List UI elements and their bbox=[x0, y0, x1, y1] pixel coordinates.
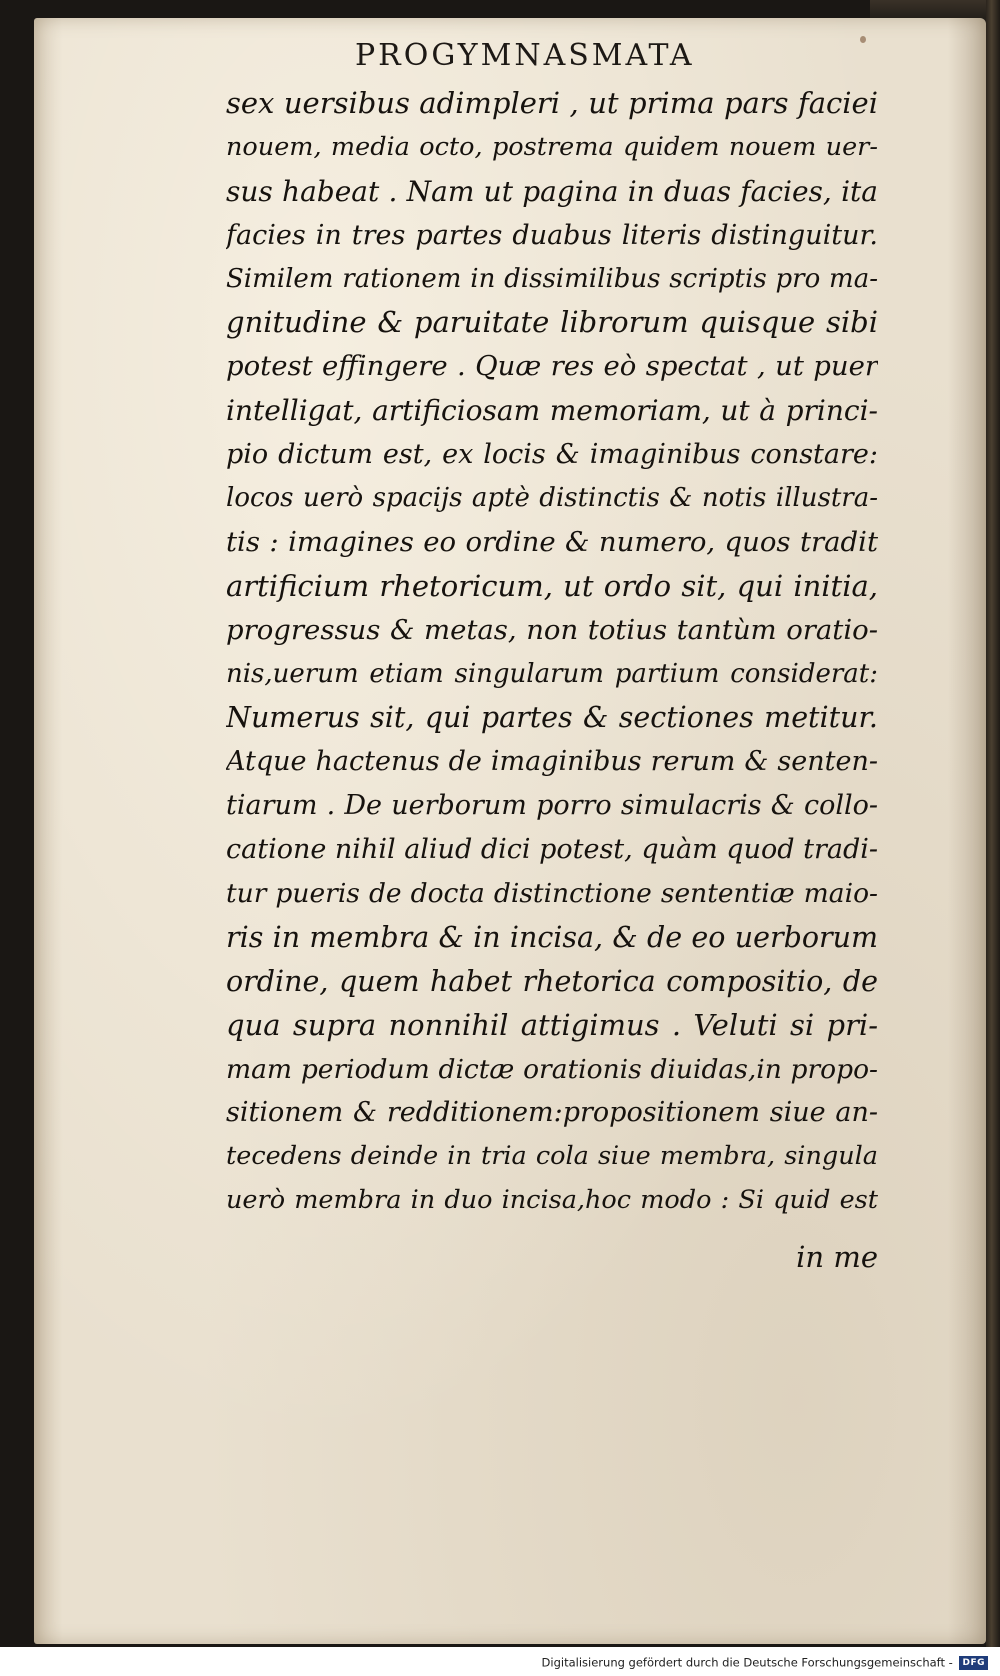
text-line: Similem rationem in dissimilibus scriptis pro ma- bbox=[226, 263, 878, 294]
text-line: sex uersibus adimpleri , ut prima pars faciei bbox=[226, 86, 878, 120]
text-line: facies in tres partes duabus literis distinguitur. bbox=[226, 219, 878, 251]
text-line: nis,uerum etiam singularum partium considerat: bbox=[226, 658, 878, 689]
text-line: pio dictum est, ex locis & imaginibus constare: bbox=[226, 439, 878, 471]
text-line: progressus & metas, non totius tantùm oratio- bbox=[226, 613, 878, 646]
text-line: potest effingere . Quæ res eò spectat , ut puer bbox=[226, 350, 878, 383]
text-line: tis : imagines eo ordine & numero, quos tradit bbox=[226, 525, 878, 558]
text-line: Atque hactenus de imaginibus rerum & senten- bbox=[226, 746, 878, 778]
ink-spot bbox=[860, 36, 866, 43]
text-line: artificium rhetoricum, ut ordo sit, qui initia, bbox=[226, 568, 878, 603]
text-line: ris in membra & in incisa, & de eo uerborum bbox=[226, 920, 878, 954]
footer-credit-text: Digitalisierung gefördert durch die Deutsche Forschungsgemeinschaft - bbox=[541, 1655, 953, 1670]
text-line: catione nihil aliud dici potest, quàm quod tradi- bbox=[226, 834, 878, 866]
text-line: sitionem & redditionem:propositionem siue an- bbox=[226, 1097, 878, 1129]
running-head: PROGYMNASMATA bbox=[355, 38, 695, 73]
catchword: in me bbox=[796, 1240, 878, 1274]
text-line: intelligat, artificiosam memoriam, ut à princi- bbox=[226, 394, 878, 428]
text-line: tur pueris de docta distinctione sententiæ maio- bbox=[226, 878, 878, 910]
text-line: locos uerò spacijs aptè distinctis & notis illustra- bbox=[226, 483, 878, 514]
text-line: qua supra nonnihil attigimus . Veluti si pri- bbox=[226, 1007, 878, 1042]
text-line: mam periodum dictæ orationis diuidas,in propo- bbox=[226, 1053, 878, 1085]
text-line: gnitudine & paruitate librorum quisque sibi bbox=[226, 305, 878, 340]
text-line: ordine, quem habet rhetorica compositio, de bbox=[226, 964, 878, 998]
text-line: uerò membra in duo incisa,hoc modo : Si quid est bbox=[226, 1185, 878, 1216]
text-line: nouem, media octo, postrema quidem nouem uer- bbox=[226, 131, 878, 162]
text-line: sus habeat . Nam ut pagina in duas facies, ita bbox=[226, 174, 878, 208]
book-edge-right bbox=[986, 0, 1000, 1647]
digitization-footer bbox=[0, 1652, 988, 1672]
text-line: tecedens deinde in tria cola siue membra, singula bbox=[226, 1141, 878, 1172]
text-line: tiarum . De uerborum porro simulacris & collo- bbox=[226, 790, 878, 822]
dfg-logo: DFG bbox=[959, 1656, 988, 1670]
text-line: Numerus sit, qui partes & sectiones metitur. bbox=[226, 701, 878, 735]
text-block bbox=[226, 82, 878, 1223]
